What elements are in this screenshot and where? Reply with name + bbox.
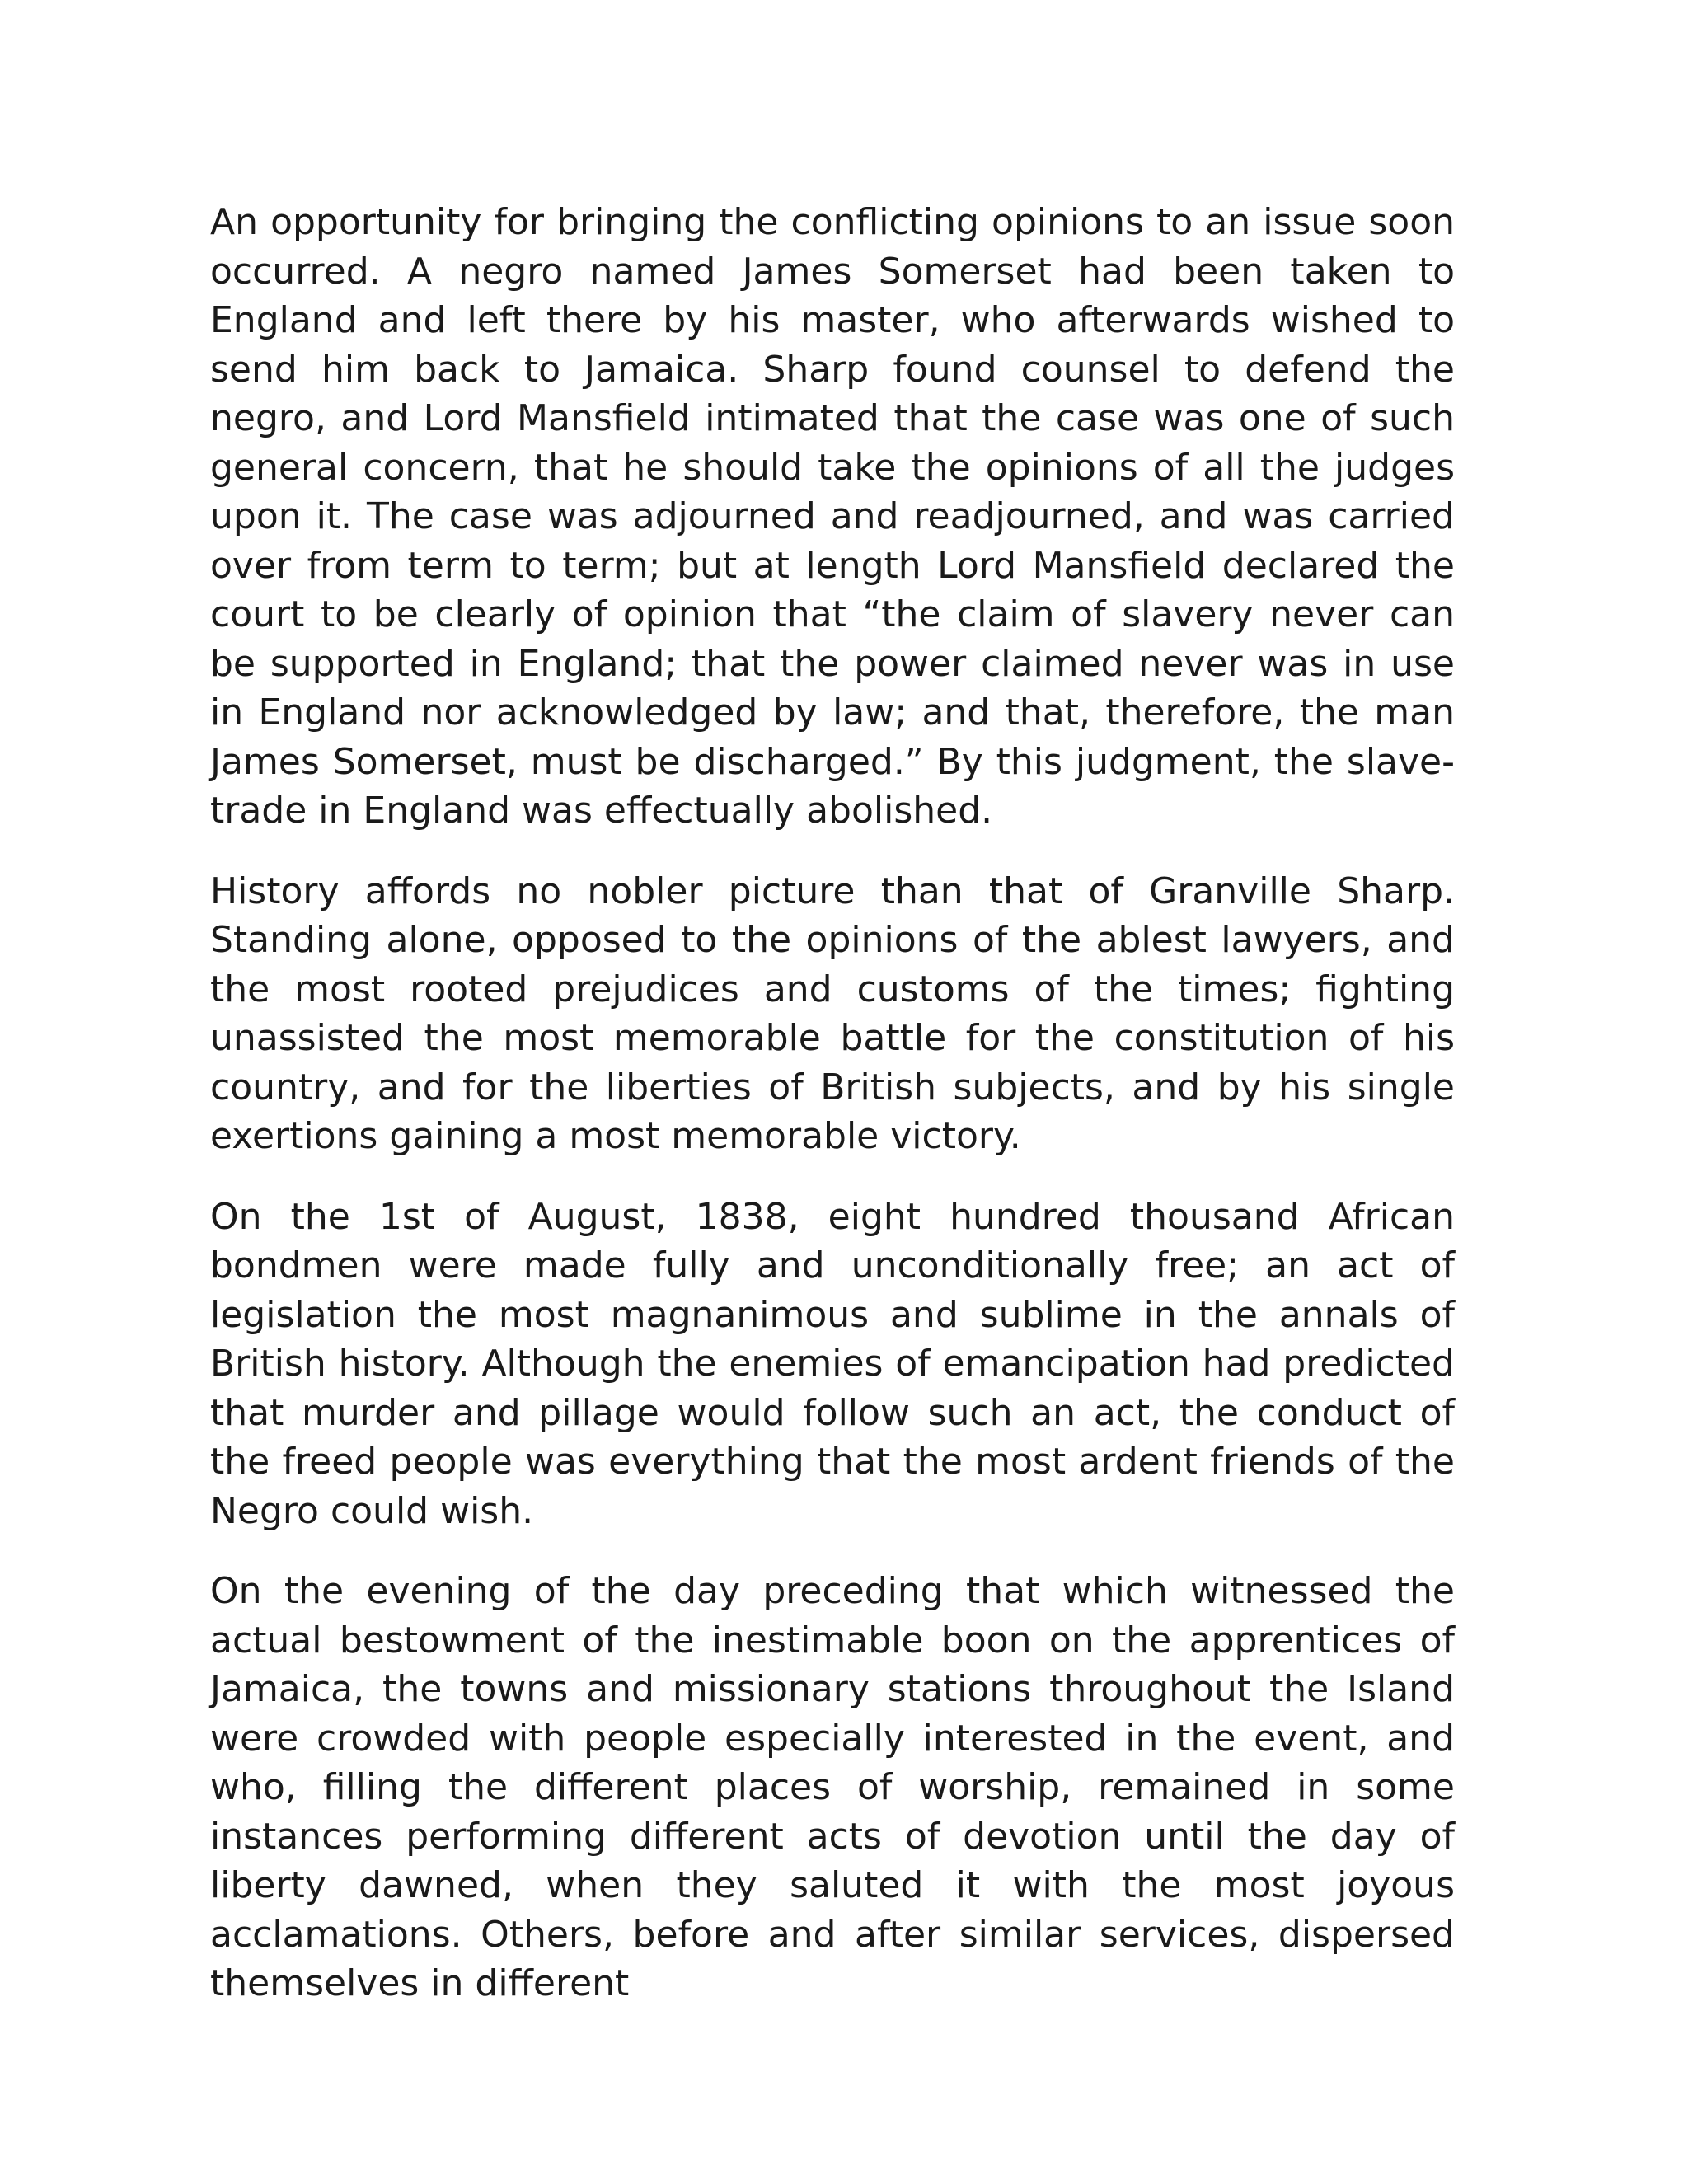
paragraph-emancipation-1838: On the 1st of August, 1838, eight hundred thousand African bondmen were made fully and unconditionally free; an act of legislation the most magnanimous and sublime in the annals of British history. Although the enemies of emancipation had predicted that murder and pillage would follow such an act, the conduct of the freed people was everything that the most ardent friends of the Negro could wish.	[210, 1195, 1455, 1532]
paragraph-somerset-case: An opportunity for bringing the conflicting opinions to an issue soon occurred. A negro named James Somerset had been taken to England and left there by his master, who afterwards wished to send him back to Jamaica. Sharp found counsel to defend the negro, and Lord Mansfield intimated that the case was one of such general concern, that he should take the opinions of all the judges upon it. The case was adjourned and readjourned, and was carried over from term to term; but at length Lord Mansfield declared the court to be clearly of opinion that “the claim of slavery never can be supported in England; that the power claimed never was in use in England nor acknowledged by law; and that, therefore, the man James Somerset, must be discharged.” By this judgment, the slave-trade in England was effectually abolished.	[210, 201, 1455, 832]
paragraph-jamaica-evening: On the evening of the day preceding that which witnessed the actual bestowment of the inestimable boon on the apprentices of Jamaica, the towns and missionary stations throughout the Island were crowded with people especially interested in the event, and who, filling the different places of worship, remained in some instances performing different acts of devotion until the day of liberty dawned, when they saluted it with the most joyous acclamations. Others, before and after similar services, dispersed themselves in different	[210, 1570, 1455, 2004]
body-text	[210, 198, 1455, 2008]
paragraph-granville-sharp: History affords no nobler picture than that of Granville Sharp. Standing alone, opposed to the opinions of the ablest lawyers, and the most rooted prejudices and customs of the times; fighting unassisted the most memorable battle for the constitution of his country, and for the liberties of British subjects, and by his single exertions gaining a most memorable victory.	[210, 869, 1455, 1157]
